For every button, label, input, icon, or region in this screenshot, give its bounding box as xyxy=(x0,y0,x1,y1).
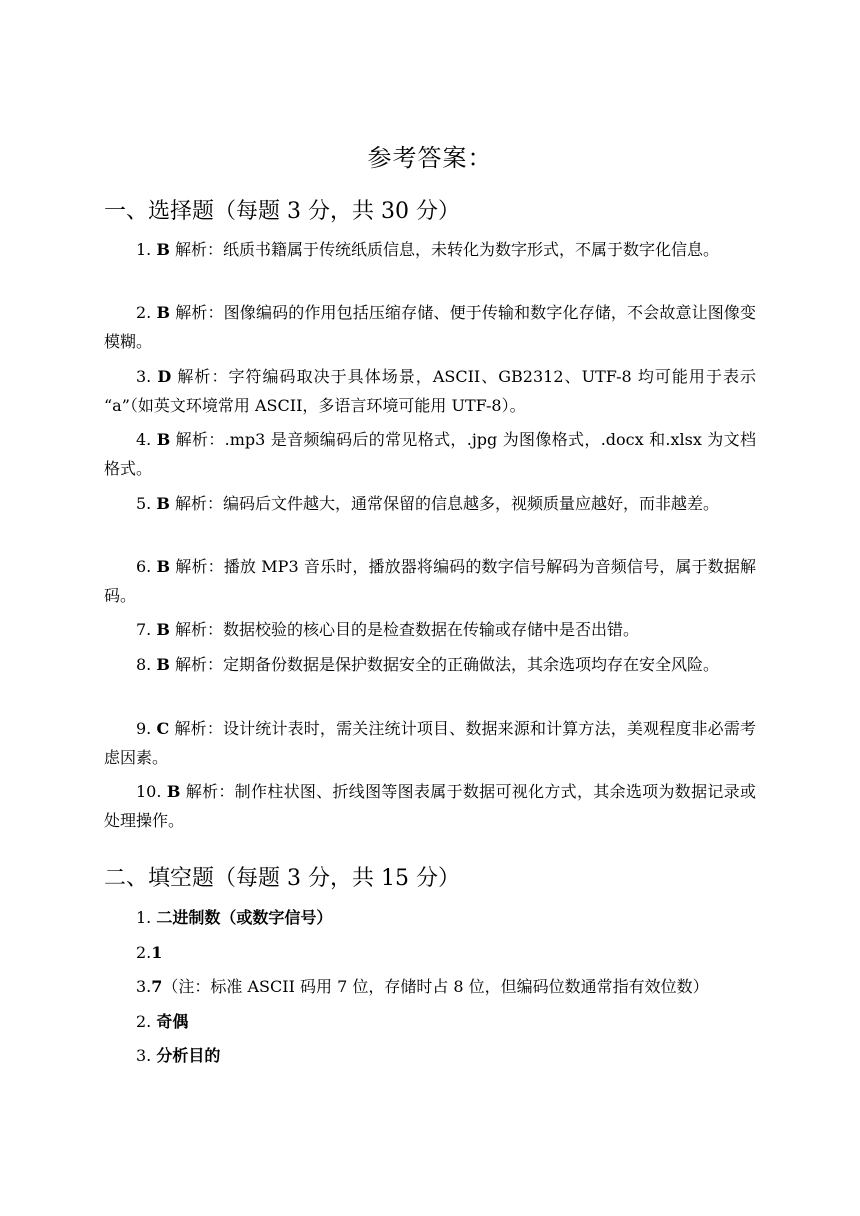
section-heading-choice: 一、选择题（每题 3 分，共 30 分） xyxy=(104,199,460,224)
fill-answer-4: 2. 奇偶 xyxy=(136,1012,189,1031)
page-title: 参考答案： xyxy=(367,144,493,172)
choice-answer-8: 8. B 解析：定期备份数据是保护数据安全的正确做法，其余选项均存在安全风险。 xyxy=(136,655,719,674)
choice-answer-6: 6. B 解析：播放 MP3 音乐时，播放器将编码的数字信号解码为音频信号，属于数据解码。 xyxy=(104,557,756,605)
choice-answer-3: 3. D 解析：字符编码取决于具体场景，ASCII、GB2312、UTF-8 均可能用于表示 “a”（如英文环境常用 ASCII，多语言环境可能用 UTF-8）。 xyxy=(104,367,756,415)
choice-answer-4: 4. B 解析：.mp3 是音频编码后的常见格式，.jpg 为图像格式，.docx 和.xlsx 为文档格式。 xyxy=(104,430,756,478)
fill-answer-1: 1. 二进制数（或数字信号） xyxy=(136,908,333,927)
choice-answer-1: 1. B 解析：纸质书籍属于传统纸质信息，未转化为数字形式，不属于数字化信息。 xyxy=(136,240,719,259)
fill-answer-5: 3. 分析目的 xyxy=(136,1046,221,1065)
section-heading-fill: 二、填空题（每题 3 分，共 15 分） xyxy=(104,866,460,891)
choice-answer-9: 9. C 解析：设计统计表时，需关注统计项目、数据来源和计算方法，美观程度非必需考虑因素。 xyxy=(104,719,756,767)
choice-answer-5: 5. B 解析：编码后文件越大，通常保留的信息越多，视频质量应越好，而非越差。 xyxy=(136,494,719,513)
choice-answer-2: 2. B 解析：图像编码的作用包括压缩存储、便于传输和数字化存储，不会故意让图像变模糊。 xyxy=(104,303,756,351)
choice-answer-7: 7. B 解析：数据校验的核心目的是检查数据在传输或存储中是否出错。 xyxy=(136,620,639,639)
choice-answer-10: 10. B 解析：制作柱状图、折线图等图表属于数据可视化方式，其余选项为数据记录或处理操作。 xyxy=(104,782,756,830)
fill-answer-2: 2.1 xyxy=(136,943,163,962)
fill-answer-3: 3.7（注：标准 ASCII 码用 7 位，存储时占 8 位，但编码位数通常指有效位数） xyxy=(136,977,709,996)
